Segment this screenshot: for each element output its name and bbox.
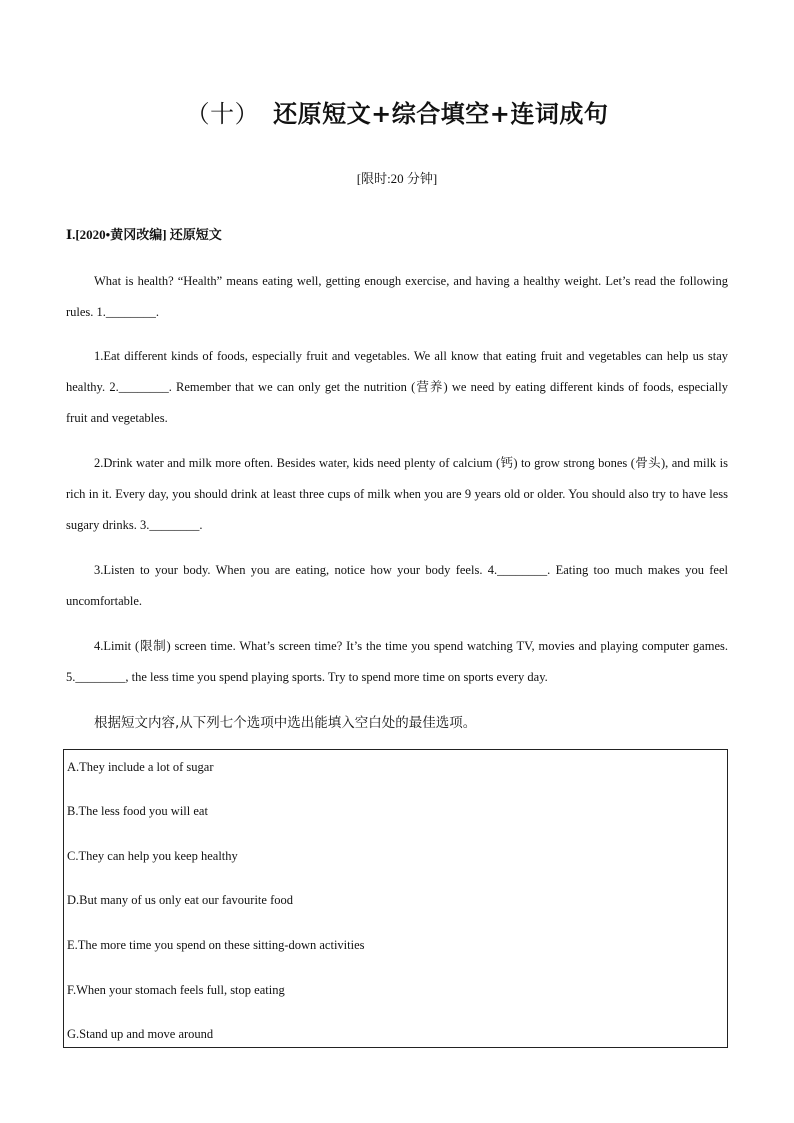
option-e: E.The more time you spend on these sitting-down activities (67, 938, 365, 952)
section-heading: Ⅰ.[2020•黄冈改编] 还原短文 (66, 227, 222, 242)
option-c: C.They can help you keep healthy (67, 849, 238, 863)
page-title (0, 94, 794, 129)
options-box (63, 749, 728, 1048)
passage-rule-3: 3.Listen to your body. When you are eating, notice how your body feels. 4.________. Eating too much makes you feel uncomfortable. (66, 563, 728, 608)
option-b: B.The less food you will eat (67, 804, 208, 818)
option-d: D.But many of us only eat our favourite food (67, 893, 293, 907)
option-a: A.They include a lot of sugar (67, 760, 214, 774)
passage-intro: What is health? “Health” means eating well, getting enough exercise, and having a healthy weight. Let’s read the following rules. 1.________. (66, 274, 728, 319)
passage-rule-1: 1.Eat different kinds of foods, especially fruit and vegetables. We all know that eating fruit and vegetables can help us stay healthy. 2.________. Remember that we can only get the nutrition (营养) we need by eating different kinds of foods, especially fruit and vegetables. (66, 349, 728, 425)
option-f: F.When your stomach feels full, stop eating (67, 983, 285, 997)
title-text: 还原短文+综合填空+连词成句 (273, 100, 609, 128)
passage-rule-4: 4.Limit (限制) screen time. What’s screen time? It’s the time you spend watching TV, movies and playing computer games. 5.________, the less time you spend playing sports. Try to spend more time on sports every day. (66, 639, 728, 684)
passage-rule-2: 2.Drink water and milk more often. Besides water, kids need plenty of calcium (钙) to grow strong bones (骨头), and milk is rich in it. Every day, you should drink at least three cups of milk when you are 9 years old or older. You should also try to have less sugary drinks. 3.________. (66, 456, 728, 532)
option-g: G.Stand up and move around (67, 1027, 214, 1041)
time-limit: [限时:20 分钟] (356, 171, 438, 186)
title-number: （十） (185, 100, 260, 128)
instruction-text: 根据短文内容,从下列七个选项中选出能填入空白处的最佳选项。 (94, 715, 477, 731)
